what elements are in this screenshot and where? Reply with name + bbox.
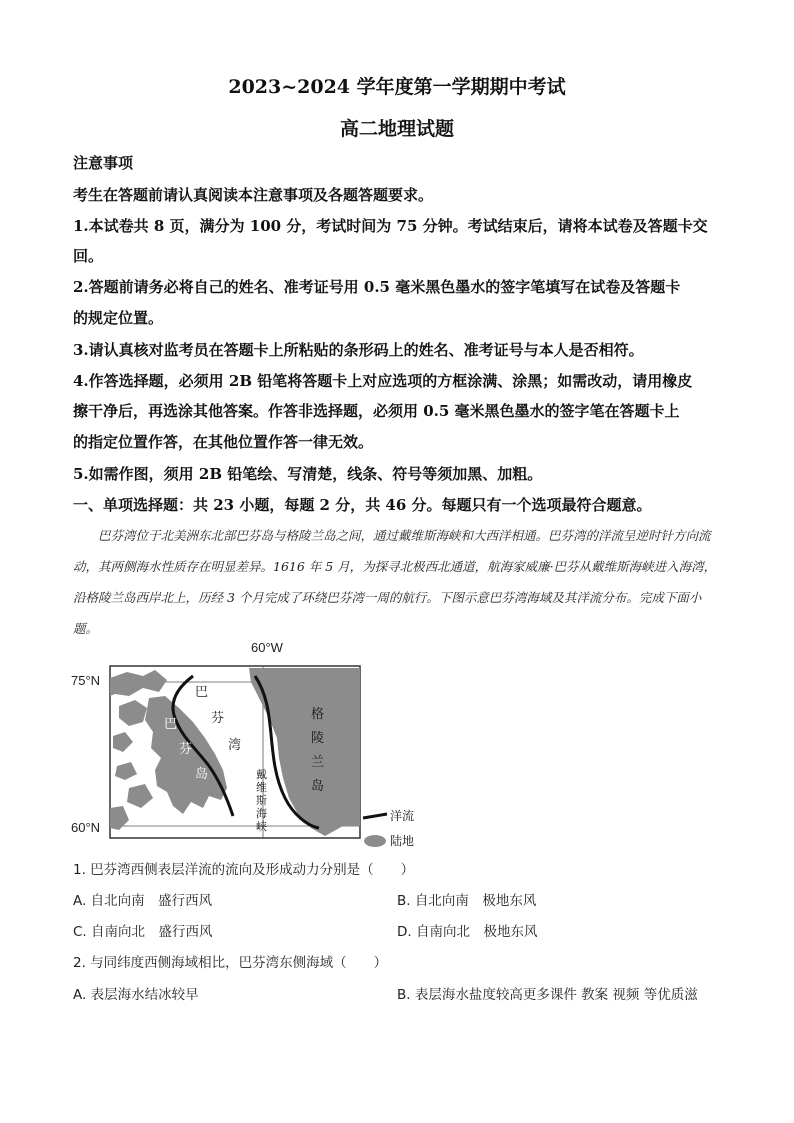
strait-label-char: 维: [256, 782, 267, 794]
section-heading: 一、单项选择题：共 23 小题，每题 2 分，共 46 分。每题只有一个选项最符合题意。: [73, 496, 652, 514]
question-2-option-a[interactable]: A. 表层海水结冰较早: [73, 987, 199, 1003]
greenland-label-char: 陵: [311, 730, 325, 745]
legend-current-label: 洋流: [390, 809, 415, 823]
question-2-stem: 2. 与同纬度西侧海域相比，巴芬湾东侧海域（ ）: [73, 955, 388, 971]
strait-label-char: 峡: [256, 821, 267, 833]
strait-label-char: 海: [256, 808, 267, 820]
notice-line: 5.如需作图，须用 2B 铅笔绘、写清楚，线条、符号等须加黑、加粗。: [73, 465, 543, 483]
reading-passage: 巴芬湾位于北美洲东北部巴芬岛与格陵兰岛之间，通过戴维斯海峡和大西洋相通。巴芬湾的洋流呈逆时针方向流动，其两侧海水性质存在明显差异。1616 年 5 月，为探寻北极西北通道，航海家威廉·巴芬从戴维斯海峡进入海湾，沿格陵兰岛西岸北上，历经 3 个月完成了环绕巴芬湾一周的航行。下图示意巴芬湾海域及其洋流分布。完成下面小题。: [73, 528, 717, 636]
notice-line: 1.本试卷共 8 页，满分为 100 分，考试时间为 75 分钟。考试结束后，请将本试卷及答题卡交: [73, 217, 708, 235]
bay-label-char: 巴: [195, 684, 209, 699]
notice-intro: 考生在答题前请认真阅读本注意事项及各题答题要求。: [73, 186, 434, 204]
baffin-bay-map: [63, 638, 423, 848]
bay-label-char: 湾: [228, 737, 242, 752]
legend-land-symbol: [364, 835, 386, 847]
notice-heading: 注意事项: [73, 154, 134, 172]
question-1-option-b[interactable]: B. 自北向南 极地东风: [397, 893, 537, 909]
question-1-option-d[interactable]: D. 自南向北 极地东风: [397, 924, 538, 940]
notice-line: 的指定位置作答，在其他位置作答一律无效。: [73, 433, 374, 451]
question-1-stem: 1. 巴芬湾西侧表层洋流的流向及形成动力分别是（ ）: [73, 862, 415, 878]
notice-line: 2.答题前请务必将自己的姓名、准考证号用 0.5 毫米黑色墨水的签字笔填写在试卷及答题卡: [73, 278, 681, 296]
question-1-option-c[interactable]: C. 自南向北 盛行西风: [73, 924, 213, 940]
greenland-label-char: 兰: [311, 754, 325, 769]
notice-line: 4.作答选择题，必须用 2B 铅笔将答题卡上对应选项的方框涂满、涂黑；如需改动，请用橡皮: [73, 372, 693, 390]
notice-line: 回。: [73, 247, 104, 265]
island-label-char: 岛: [195, 766, 209, 781]
legend-current-symbol: [363, 814, 387, 818]
question-1-option-a[interactable]: A. 自北向南 盛行西风: [73, 893, 213, 909]
greenland-label-char: 格: [311, 706, 325, 721]
notice-line: 的规定位置。: [73, 309, 164, 327]
strait-label-char: 斯: [256, 795, 267, 807]
strait-label-char: 戴: [256, 769, 267, 781]
greenland-label-char: 岛: [311, 778, 325, 793]
exam-title: 2023~2024 学年度第一学期期中考试: [228, 76, 566, 98]
legend-land-label: 陆地: [390, 834, 415, 848]
bay-label-char: 芬: [211, 710, 225, 725]
longitude-label: 60°W: [251, 640, 283, 655]
latitude-top-label: 75°N: [71, 673, 101, 688]
notice-line: 擦干净后，再选涂其他答案。作答非选择题，必须用 0.5 毫米黑色墨水的签字笔在答题卡上: [73, 402, 680, 420]
exam-subtitle: 高二地理试题: [339, 118, 454, 140]
island-label-char: 巴: [164, 716, 178, 731]
notice-line: 3.请认真核对监考员在答题卡上所粘贴的条形码上的姓名、准考证号与本人是否相符。: [73, 341, 644, 359]
question-2-option-b[interactable]: B. 表层海水盐度较高更多课件 教案 视频 等优质滋: [397, 987, 698, 1003]
latitude-bottom-label: 60°N: [71, 820, 101, 835]
island-label-char: 芬: [179, 741, 193, 756]
